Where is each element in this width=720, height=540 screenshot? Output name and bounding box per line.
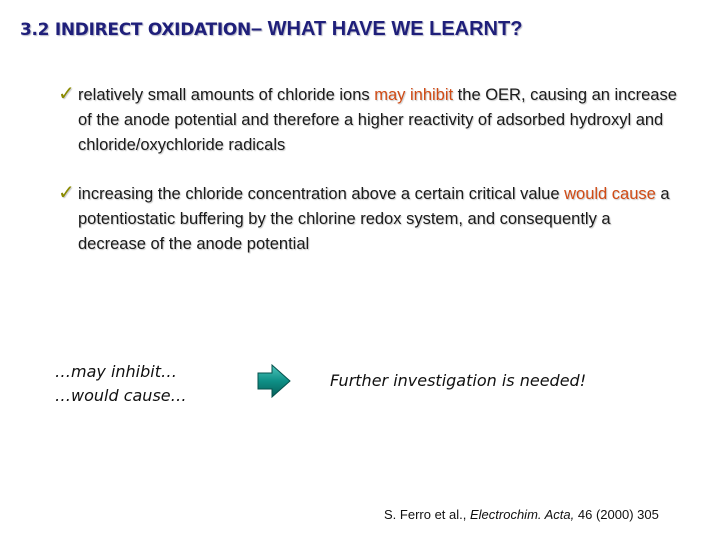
summary-line-1: …may inhibit… [55,362,177,381]
bullet-1-text [58,83,678,158]
bullet-1-highlight: may inhibit [374,86,454,104]
citation-journal: Electrochim. Acta, [469,507,575,522]
bullet-2-after: a potentiostatic buffering by the chlorine redox system, and consequently a decrease of the anode potential [78,185,670,253]
citation-authors: S. Ferro et al., [384,507,470,522]
bullet-2-text [58,182,678,257]
arrow-right-icon [256,364,292,398]
summary-line-2: …would cause… [55,386,187,405]
check-icon: ✓ [58,81,75,105]
slide-title [20,18,522,41]
check-icon: ✓ [58,180,75,204]
bullet-2-before: increasing the chloride concentration above a certain critical value [78,185,565,203]
bullet-1-after: the OER, causing an increase of the anode potential and therefore a higher reactivity of adsorbed hydroxyl and chloride/oxychloride radicals [78,86,677,154]
bullet-1-before: relatively small amounts of chloride ions [78,86,375,104]
title-section: 3.2 INDIRECT OXIDATION [20,20,251,40]
title-dash: – [250,18,268,40]
summary-phrases [55,360,187,408]
citation-details: 46 (2000) 305 [574,507,659,522]
bullet-2 [58,182,678,257]
conclusion-text: Further investigation is needed! [330,371,587,390]
title-question: WHAT HAVE WE LEARNT? [267,18,523,40]
bullet-1 [58,83,678,158]
citation [384,507,659,522]
bullet-2-highlight: would cause [564,185,656,203]
